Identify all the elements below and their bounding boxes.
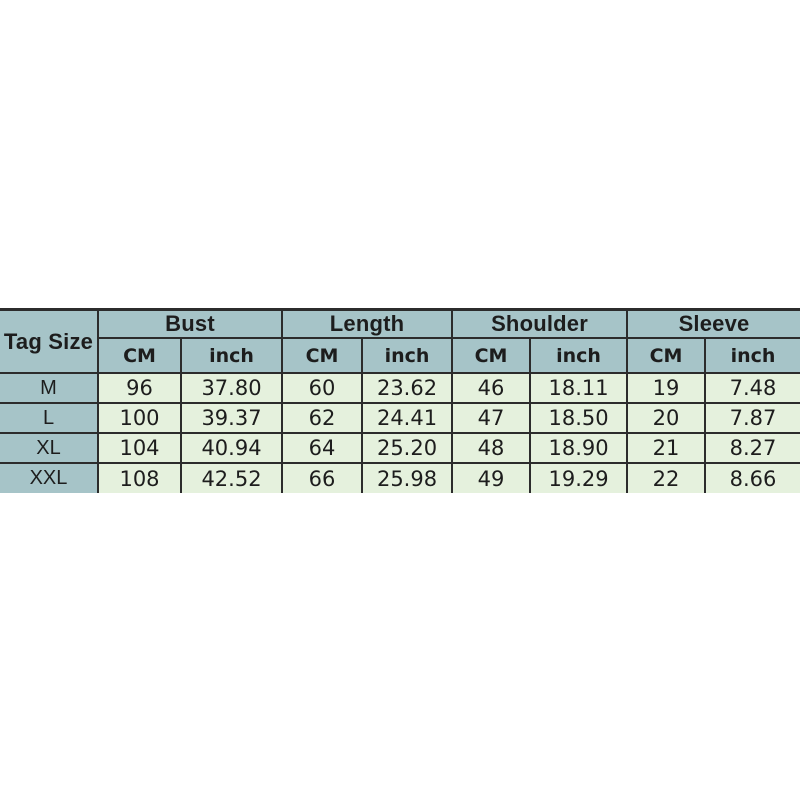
- value-cell: 49: [452, 463, 530, 493]
- value-cell: 21: [627, 433, 705, 463]
- value-cell: 19.29: [530, 463, 627, 493]
- value-cell: 62: [282, 403, 362, 433]
- group-header-row: [0, 310, 800, 339]
- unit-header-row: [0, 338, 800, 373]
- value-cell: 96: [98, 373, 181, 403]
- table-row-xl: [0, 433, 800, 463]
- size-cell: L: [0, 403, 98, 433]
- size-cell: M: [0, 373, 98, 403]
- unit-header-cm: CM: [627, 338, 705, 373]
- table-row-l: [0, 403, 800, 433]
- value-cell: 108: [98, 463, 181, 493]
- value-cell: 47: [452, 403, 530, 433]
- value-cell: 100: [98, 403, 181, 433]
- group-header-length: Length: [282, 310, 452, 339]
- value-cell: 7.87: [705, 403, 800, 433]
- group-header-bust: Bust: [98, 310, 282, 339]
- value-cell: 37.80: [181, 373, 282, 403]
- value-cell: 23.62: [362, 373, 452, 403]
- unit-header-cm: CM: [282, 338, 362, 373]
- value-cell: 8.66: [705, 463, 800, 493]
- value-cell: 19: [627, 373, 705, 403]
- value-cell: 64: [282, 433, 362, 463]
- value-cell: 24.41: [362, 403, 452, 433]
- value-cell: 18.11: [530, 373, 627, 403]
- value-cell: 18.50: [530, 403, 627, 433]
- value-cell: 22: [627, 463, 705, 493]
- value-cell: 18.90: [530, 433, 627, 463]
- value-cell: 42.52: [181, 463, 282, 493]
- tag-size-header: Tag Size: [0, 310, 98, 374]
- unit-header-inch: inch: [181, 338, 282, 373]
- group-header-sleeve: Sleeve: [627, 310, 800, 339]
- unit-header-inch: inch: [362, 338, 452, 373]
- value-cell: 7.48: [705, 373, 800, 403]
- size-cell: XXL: [0, 463, 98, 493]
- value-cell: 39.37: [181, 403, 282, 433]
- value-cell: 8.27: [705, 433, 800, 463]
- value-cell: 20: [627, 403, 705, 433]
- value-cell: 104: [98, 433, 181, 463]
- size-chart-table: [0, 308, 800, 493]
- value-cell: 40.94: [181, 433, 282, 463]
- unit-header-cm: CM: [98, 338, 181, 373]
- table-row-m: [0, 373, 800, 403]
- value-cell: 25.98: [362, 463, 452, 493]
- size-cell: XL: [0, 433, 98, 463]
- unit-header-cm: CM: [452, 338, 530, 373]
- unit-header-inch: inch: [705, 338, 800, 373]
- unit-header-inch: inch: [530, 338, 627, 373]
- group-header-shoulder: Shoulder: [452, 310, 627, 339]
- value-cell: 48: [452, 433, 530, 463]
- value-cell: 25.20: [362, 433, 452, 463]
- value-cell: 66: [282, 463, 362, 493]
- table-row-xxl: [0, 463, 800, 493]
- value-cell: 60: [282, 373, 362, 403]
- value-cell: 46: [452, 373, 530, 403]
